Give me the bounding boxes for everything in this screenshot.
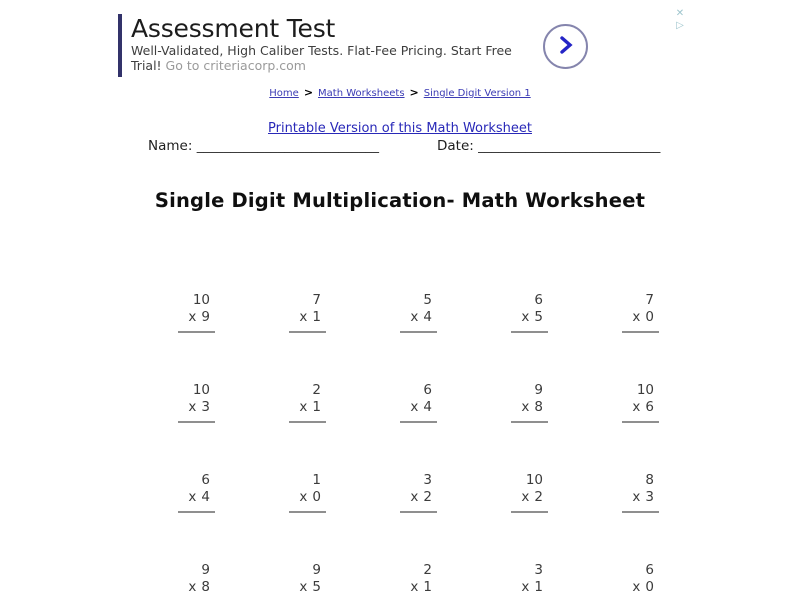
- problem-bottom-operand: 5: [534, 309, 543, 325]
- problem-cell: [551, 472, 662, 562]
- problem-cell: [329, 382, 440, 472]
- answer-line: [289, 331, 326, 333]
- problem-operator: x: [632, 489, 641, 505]
- problem-cell: [329, 472, 440, 562]
- date-blank-line: ___________________________: [478, 138, 661, 154]
- problem-cell: [551, 382, 662, 472]
- answer-line: [511, 421, 548, 423]
- name-field: [148, 138, 379, 154]
- problem-bottom-operand: 4: [423, 399, 432, 415]
- problem-bottom-operand: 2: [423, 489, 432, 505]
- problem-operator: x: [410, 489, 419, 505]
- answer-line: [289, 421, 326, 423]
- problem-operator: x: [410, 579, 419, 595]
- problem-cell: [218, 382, 329, 472]
- problem-top-operand: 2: [423, 562, 432, 578]
- problem-cell: [218, 562, 329, 600]
- problem-bottom-operand: 3: [645, 489, 654, 505]
- problem-top-operand: 7: [312, 292, 321, 308]
- problem-cell: [440, 472, 551, 562]
- problem-top-operand: 5: [423, 292, 432, 308]
- answer-line: [511, 511, 548, 513]
- problem-bottom-operand: 4: [423, 309, 432, 325]
- problem-top-operand: 10: [192, 292, 210, 308]
- problem-top-operand: 6: [645, 562, 654, 578]
- problem-top-operand: 10: [525, 472, 543, 488]
- problem-bottom-operand: 1: [423, 579, 432, 595]
- ad-cta-link[interactable]: Go to criteriacorp.com: [165, 57, 306, 73]
- problem-bottom-operand: 2: [534, 489, 543, 505]
- answer-line: [400, 511, 437, 513]
- breadcrumb-link-home[interactable]: Home: [269, 88, 299, 99]
- problem-operator: x: [299, 399, 308, 415]
- problem-operator: x: [299, 309, 308, 325]
- problem-cell: [440, 292, 551, 382]
- problem-top-operand: 6: [534, 292, 543, 308]
- problem-top-operand: 10: [192, 382, 210, 398]
- problem-top-operand: 7: [645, 292, 654, 308]
- problem-bottom-operand: 9: [201, 309, 210, 325]
- problem-cell: [440, 382, 551, 472]
- problem-bottom-operand: 0: [645, 309, 654, 325]
- problem-bottom-operand: 1: [534, 579, 543, 595]
- problem-operator: x: [188, 399, 197, 415]
- ad-accent-bar: [118, 14, 122, 77]
- answer-line: [178, 331, 215, 333]
- problem-bottom-operand: 1: [312, 399, 321, 415]
- problem-cell: [551, 292, 662, 382]
- ad-banner[interactable]: [118, 12, 690, 82]
- answer-line: [622, 331, 659, 333]
- ad-description: [131, 44, 533, 73]
- problem-operator: x: [632, 579, 641, 595]
- name-label: Name:: [148, 138, 193, 154]
- problem-operator: x: [521, 579, 530, 595]
- chevron-right-icon: [556, 34, 576, 59]
- page-title: Single Digit Multiplication- Math Worksheet: [154, 189, 646, 212]
- answer-line: [178, 421, 215, 423]
- problem-top-operand: 2: [312, 382, 321, 398]
- date-field: [437, 138, 660, 154]
- problem-bottom-operand: 0: [645, 579, 654, 595]
- problem-cell: [440, 562, 551, 600]
- problem-top-operand: 3: [423, 472, 432, 488]
- ad-close-icon[interactable]: ✕: [675, 8, 685, 19]
- problem-bottom-operand: 4: [201, 489, 210, 505]
- problem-bottom-operand: 3: [201, 399, 210, 415]
- problem-operator: x: [521, 309, 530, 325]
- problem-bottom-operand: 6: [645, 399, 654, 415]
- problem-cell: [218, 292, 329, 382]
- breadcrumb-link-math-worksheets[interactable]: Math Worksheets: [318, 88, 405, 99]
- problem-operator: x: [299, 489, 308, 505]
- problem-bottom-operand: 0: [312, 489, 321, 505]
- answer-line: [400, 331, 437, 333]
- problem-top-operand: 9: [312, 562, 321, 578]
- problem-cell: [218, 472, 329, 562]
- ad-description-text: Well-Validated, High Caliber Tests. Flat-Fee Pricing. Start Free Trial!: [131, 43, 512, 73]
- answer-line: [622, 421, 659, 423]
- breadcrumb-separator: >: [409, 86, 419, 99]
- answer-line: [511, 331, 548, 333]
- adchoices-icon[interactable]: ▷: [676, 20, 684, 31]
- breadcrumb-separator: >: [303, 86, 314, 99]
- printable-row: [0, 117, 800, 136]
- problem-cell: [107, 382, 218, 472]
- answer-line: [622, 511, 659, 513]
- worksheet-grid: [107, 292, 662, 600]
- problem-bottom-operand: 5: [312, 579, 321, 595]
- problem-operator: x: [521, 399, 530, 415]
- problem-operator: x: [632, 399, 641, 415]
- problem-top-operand: 10: [636, 382, 654, 398]
- problem-cell: [107, 472, 218, 562]
- ad-arrow-button[interactable]: [543, 24, 588, 69]
- problem-top-operand: 9: [534, 382, 543, 398]
- breadcrumb-link-single-digit-version-1[interactable]: Single Digit Version 1: [423, 88, 531, 99]
- problem-top-operand: 9: [201, 562, 210, 578]
- problem-bottom-operand: 8: [201, 579, 210, 595]
- problem-operator: x: [188, 579, 197, 595]
- breadcrumb: [0, 86, 800, 99]
- ad-title: Assessment Test: [131, 14, 336, 43]
- problem-top-operand: 1: [312, 472, 321, 488]
- problem-operator: x: [521, 489, 530, 505]
- problem-operator: x: [188, 309, 197, 325]
- problem-cell: [107, 292, 218, 382]
- date-label: Date:: [437, 138, 474, 154]
- problem-cell: [329, 292, 440, 382]
- problem-bottom-operand: 8: [534, 399, 543, 415]
- problem-top-operand: 8: [645, 472, 654, 488]
- problem-operator: x: [188, 489, 197, 505]
- answer-line: [289, 511, 326, 513]
- problem-operator: x: [299, 579, 308, 595]
- name-blank-line: ___________________________: [196, 138, 379, 154]
- problem-cell: [107, 562, 218, 600]
- problem-top-operand: 6: [201, 472, 210, 488]
- answer-line: [178, 511, 215, 513]
- ad-controls: [673, 8, 687, 32]
- problem-top-operand: 6: [423, 382, 432, 398]
- problem-cell: [329, 562, 440, 600]
- problem-operator: x: [410, 309, 419, 325]
- answer-line: [400, 421, 437, 423]
- problem-cell: [551, 562, 662, 600]
- printable-version-link[interactable]: Printable Version of this Math Worksheet: [268, 121, 532, 136]
- problem-bottom-operand: 1: [312, 309, 321, 325]
- problem-operator: x: [410, 399, 419, 415]
- problem-top-operand: 3: [534, 562, 543, 578]
- problem-operator: x: [632, 309, 641, 325]
